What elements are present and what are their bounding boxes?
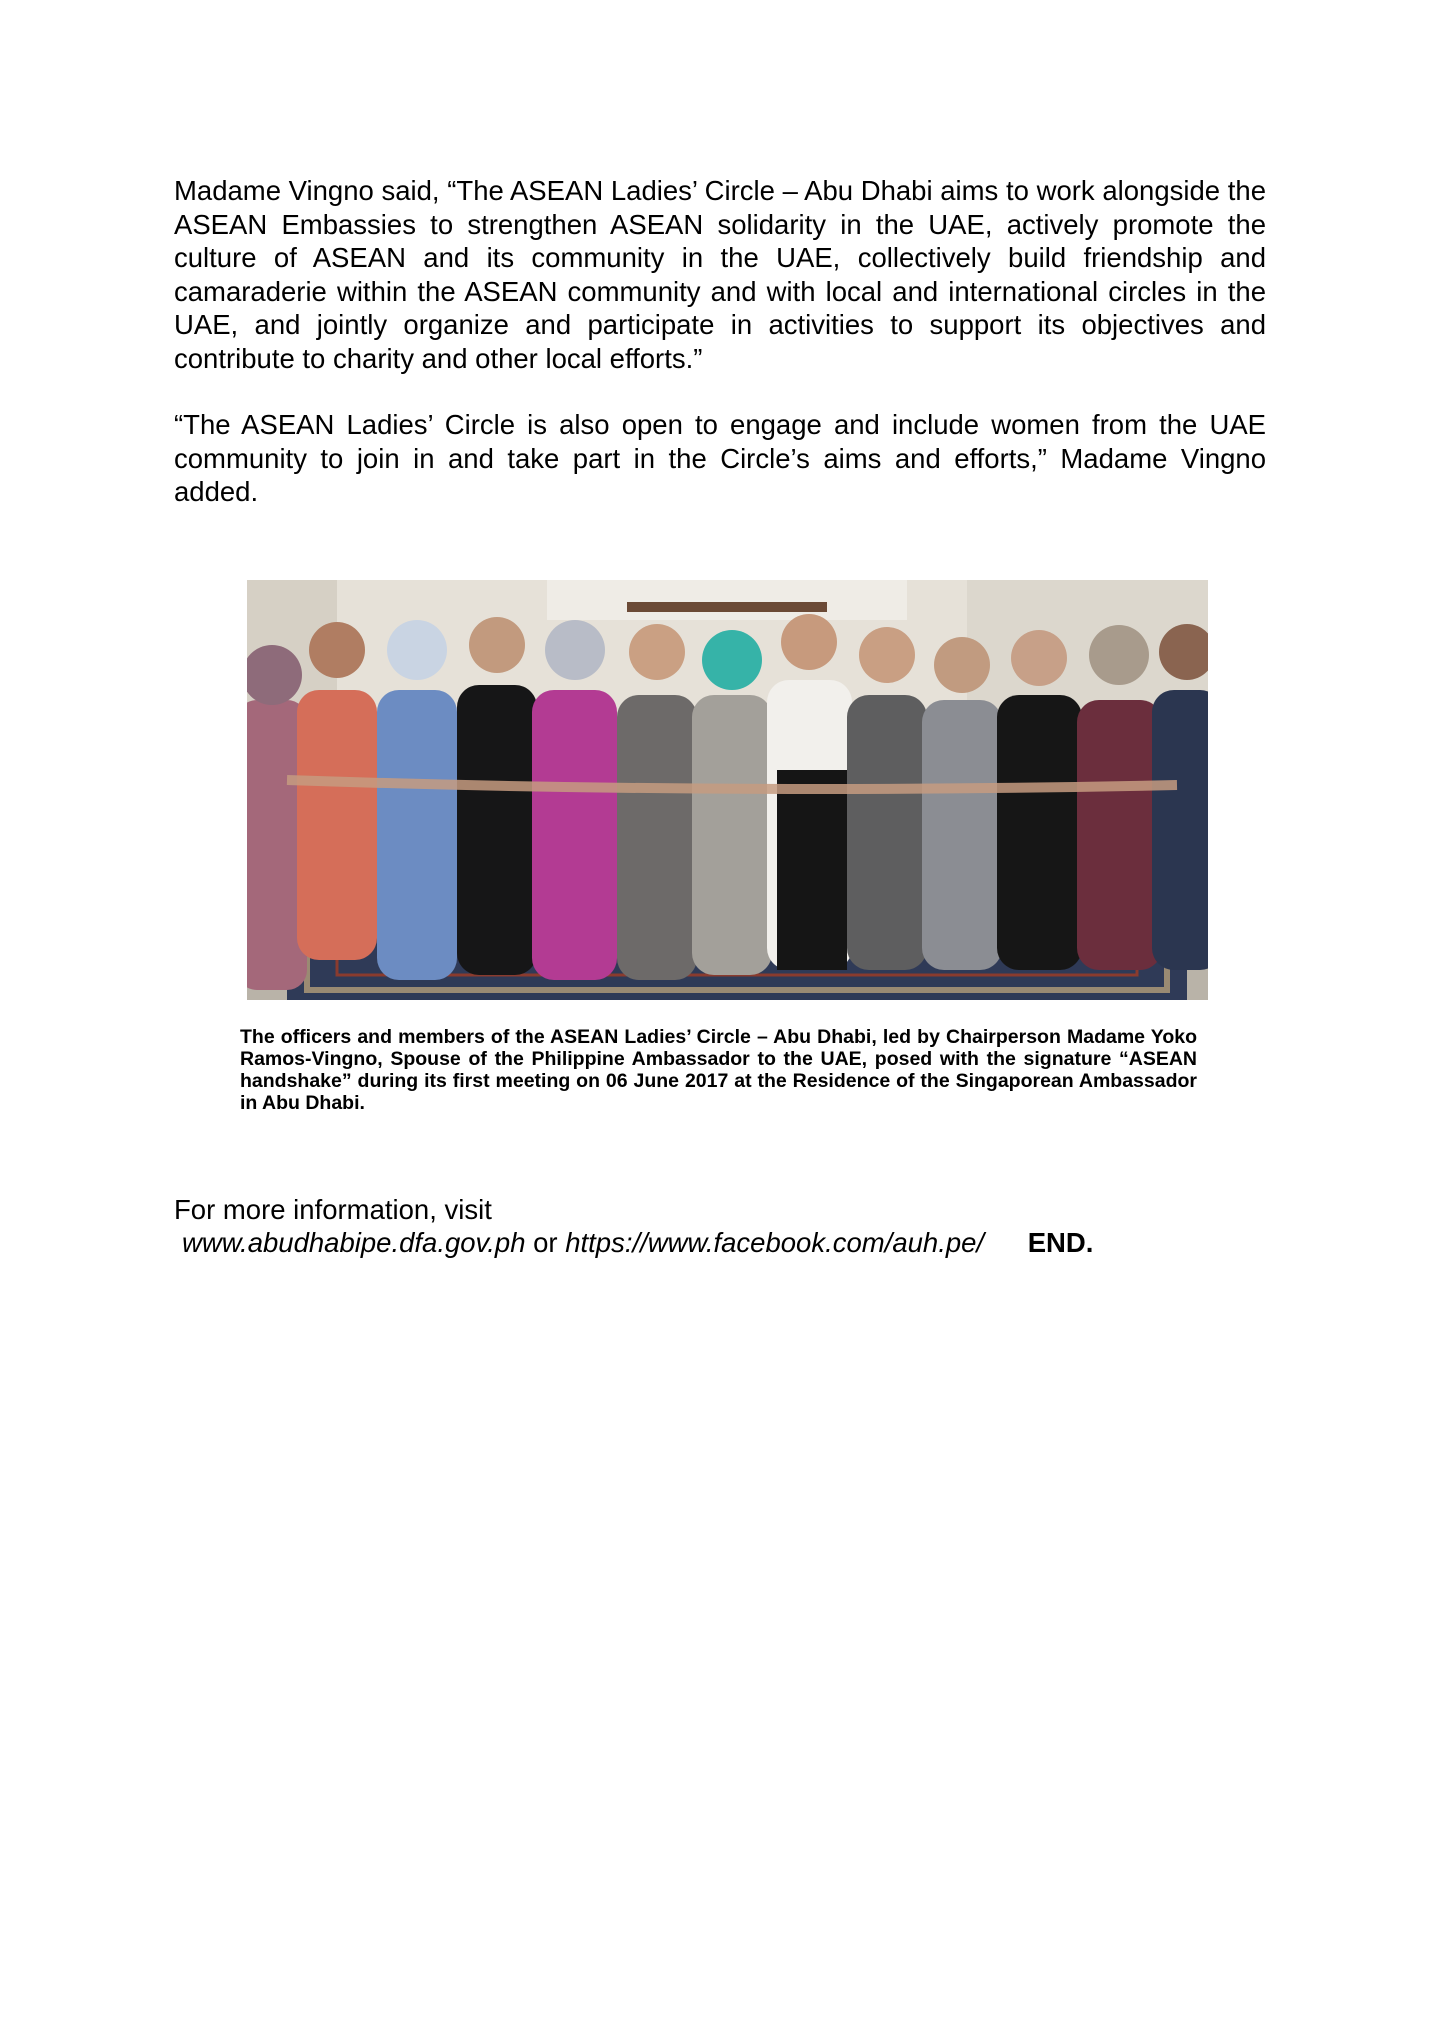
embassy-website-link[interactable]: www.abudhabipe.dfa.gov.ph [182, 1227, 526, 1258]
group-photo-illustration [247, 580, 1208, 1000]
facebook-page-link[interactable]: https://www.facebook.com/auh.pe/ [565, 1227, 985, 1258]
body-paragraph-1: Madame Vingno said, “The ASEAN Ladies’ Circle – Abu Dhabi aims to work alongside the ASEAN Embassies to strengthen ASEAN solidarity in the UAE, actively promote the culture of ASEAN and its community in the UAE, collectively build friendship and camaraderie within the ASEAN community and with local and international circles in the UAE, and jointly organize and participate in activities to support its objectives and contribute to charity and other local efforts.” [174, 175, 1266, 374]
group-photo [247, 580, 1208, 1000]
more-info-label: For more information, visit [174, 1194, 492, 1225]
end-marker: END. [1027, 1227, 1094, 1258]
link-connector: or [533, 1227, 558, 1258]
photo-caption: The officers and members of the ASEAN Ladies’ Circle – Abu Dhabi, led by Chairperson Madame Yoko Ramos-Vingno, Spouse of the Philippine Ambassador to the UAE, posed with the signature “ASEAN handshake” during its first meeting on 06 June 2017 at the Residence of the Singaporean Ambassador in Abu Dhabi. [240, 1026, 1197, 1114]
body-paragraph-2: “The ASEAN Ladies’ Circle is also open to engage and include women from the UAE community to join in and take part in the Circle’s aims and efforts,” Madame Vingno added. [174, 409, 1266, 507]
more-info-links [182, 1226, 1093, 1259]
